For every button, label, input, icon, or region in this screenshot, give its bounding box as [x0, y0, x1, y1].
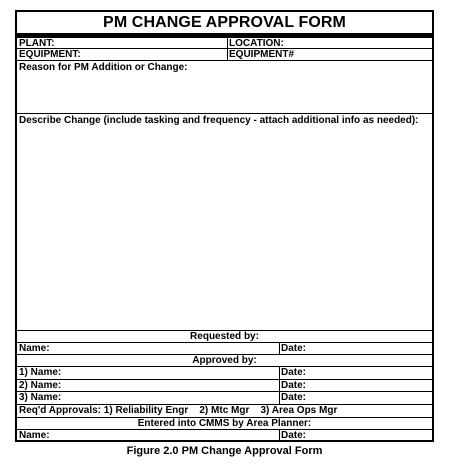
- required-approvals-row: [17, 405, 432, 418]
- requested-by-header: [17, 331, 432, 343]
- planner-date-label: Date:: [281, 430, 307, 440]
- requester-name-label: Name:: [19, 343, 50, 354]
- approver-2-name-label: 2) Name:: [19, 380, 62, 391]
- approver-1-date-label: Date:: [281, 367, 307, 378]
- equipment-label: EQUIPMENT:: [19, 49, 81, 60]
- plant-location-row: [17, 38, 432, 49]
- location-field[interactable]: [227, 38, 432, 48]
- approved-by-label: Approved by:: [192, 355, 257, 366]
- requester-name-field[interactable]: [17, 343, 279, 354]
- requested-by-label: Requested by:: [190, 331, 259, 342]
- planner-name-label: Name:: [19, 430, 50, 440]
- equipment-number-field[interactable]: [227, 49, 432, 60]
- form-title: PM CHANGE APPROVAL FORM: [103, 14, 346, 31]
- describe-change-label: Describe Change (include tasking and frequency - attach additional info as needed):: [19, 115, 419, 126]
- cmms-entry-header: [17, 418, 432, 430]
- reason-section[interactable]: [17, 61, 432, 114]
- requester-date-field[interactable]: [279, 343, 432, 354]
- approver-2-date-label: Date:: [281, 380, 307, 391]
- approver-3-date-field[interactable]: [279, 392, 432, 404]
- approver-3-name-label: 3) Name:: [19, 392, 62, 403]
- requester-date-label: Date:: [281, 343, 307, 354]
- approver-1-name-label: 1) Name:: [19, 367, 62, 378]
- plant-label: PLANT:: [19, 38, 55, 48]
- planner-name-field[interactable]: [17, 430, 279, 440]
- approver-3-name-field[interactable]: [17, 392, 279, 404]
- reason-label: Reason for PM Addition or Change:: [19, 62, 188, 73]
- equipment-row: [17, 49, 432, 61]
- approver-1-date-field[interactable]: [279, 367, 432, 379]
- planner-date-field[interactable]: [279, 430, 432, 440]
- approver-1-name-field[interactable]: [17, 367, 279, 379]
- equipment-field[interactable]: [17, 49, 227, 60]
- location-label: LOCATION:: [229, 38, 284, 48]
- approver-row-3: [17, 392, 432, 405]
- approver-row-1: [17, 367, 432, 380]
- cmms-entry-label: Entered into CMMS by Area Planner:: [137, 418, 312, 429]
- approver-2-name-field[interactable]: [17, 380, 279, 391]
- approver-2-date-field[interactable]: [279, 380, 432, 391]
- approver-3-date-label: Date:: [281, 392, 307, 403]
- describe-change-section[interactable]: [17, 114, 432, 331]
- plant-field[interactable]: [17, 38, 227, 48]
- required-approvals-text: Req'd Approvals: 1) Reliability Engr 2) Mtc Mgr 3) Area Ops Mgr: [19, 405, 338, 416]
- pm-change-approval-form: [15, 10, 434, 442]
- requester-row: [17, 343, 432, 355]
- equipment-number-label: EQUIPMENT#: [229, 49, 295, 60]
- planner-row: [17, 430, 432, 440]
- approved-by-header: [17, 355, 432, 367]
- figure-caption: Figure 2.0 PM Change Approval Form: [126, 445, 323, 457]
- approver-row-2: [17, 380, 432, 392]
